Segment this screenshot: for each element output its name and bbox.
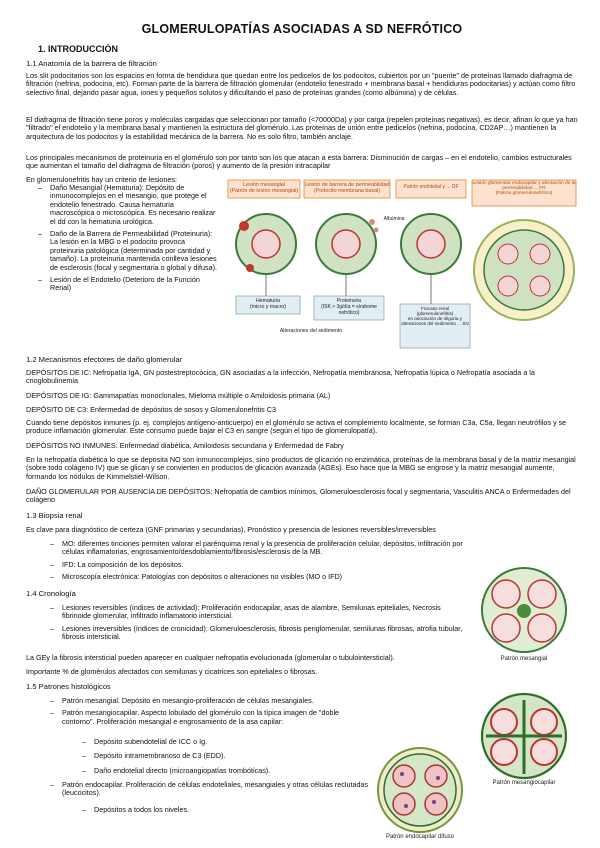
paragraph-diabetica: En la nefropatía diabética lo que se deposita NO son inmunocomplejos, sino productos de glicación no enzimática, proteínas de la membrana basal y de la matriz mesangial (sobre todo colágeno IV) que se glican y se convierten en productos de glicación avanzada (AGEs). Eso hace que la MBG se engrose y la matriz mesangial aumente, formando los nódulos de Kimmelstiel-Wilson.: [26, 455, 576, 481]
paragraph-slit: Los slit podocitarios son los espacios en forma de hendidura que quedan entre los pedicelos de los podocitos, cubiertos por un "puente" de proteínas llamado diafragma de filtración (nefrina, podocina, etc). Forman parte de la barrera de filtración glomerular (endotelio fenestrado + membrana basal + hendiduras podocitarias) y actúan como filtro selectivo final, dejando pasar agua, iones y pequeños solutos y dificultando el paso de proteínas grandes (como albúmina) y de células.: [26, 71, 576, 97]
section-heading-introduccion: 1. INTRODUCCIÓN: [38, 44, 119, 54]
caption-patron-endocapilar: Patrón endocapilar difuso: [385, 834, 455, 840]
label-patron-endotelial: Patrón endotelial y ... DF: [403, 184, 459, 190]
label-hematuria: Hematuria (micro y macro): [249, 298, 287, 310]
subsection-biopsia: 1.3 Biopsia renal: [26, 511, 83, 520]
paragraph-mecanismos: Los principales mecanismos de proteinuria en el glomérulo son por tanto son los que atacan a esta barrera: Disminución de cargas – en el endotelio, cambios estructurales que aumentan el tamaño del diafragma de filtración (poros) y aumento de la presión intracapilar: [26, 153, 572, 171]
mc-subendotelial: – Depósito subendotelial de ICC o Ig.: [94, 738, 370, 746]
lesion-mesangial: – Daño Mesangial (Hematuria): Depósito de inmunocomplejos en el mesangio, que protege el endotelio fenestrado. Causa hematuria macroscópica o microscópica. Es necesario realizar el dd con la hematuria urológica.: [50, 184, 220, 226]
mc-intramembranoso: – Depósito intramembranoso de C3 (EDD).: [94, 752, 370, 760]
patrones-list: [62, 697, 370, 726]
glomerulus-3: [401, 214, 461, 274]
glomerular-lesion-figure: [226, 178, 578, 358]
paragraph-biopsia: Es clave para diagnóstico de certeza (GNF primarias y secundarias), Pronóstico y presencia de lesiones reversibles/irreversibles: [26, 525, 436, 534]
patron-mesangiocapilar-figure: [472, 692, 576, 792]
document-title: GLOMERULOPATÍAS ASOCIADAS A SD NEFRÓTICO: [141, 22, 463, 36]
label-lesion-barrera: Lesión de barrera de permeabilidad (Podocito membrana basal): [304, 182, 390, 194]
mc-endotelial: – Daño endotelial directo (microangiopatías trombóticas).: [94, 767, 370, 775]
deposito-c3: DEPÓSITO DE C3: Enfermedad de depósitos de sosos y Glomerulonefritis C3: [26, 405, 276, 414]
patron-mesangiocapilar-illustration: [472, 692, 576, 780]
patron-mesangial: – Patrón mesangial. Depósito en mesangio-proliferación de células mesangiales.: [62, 697, 370, 705]
biopsia-me: – Microscopía electrónica: Patologías con depósitos o alteraciones no visibles (MO o IFD): [62, 573, 466, 581]
label-lesion-mesangial: Lesión mesangial (Patrón de lesión mesangial): [229, 182, 299, 194]
patron-endocapilar: – Patrón endocapilar. Proliferación de células endoteliales, mesangiales y otras células reclutadas (leucocitos).: [62, 781, 370, 798]
patron-endocapilar-figure: [372, 746, 468, 846]
caption-patron-mesangiocapilar: Patrón mesangiocapilar: [492, 780, 556, 786]
cronologia-list: [62, 604, 466, 642]
label-albumina: Albúmina: [383, 216, 405, 222]
glomerulus-4: [474, 220, 574, 320]
endo-depositos: – Depósitos a todos los niveles.: [94, 806, 370, 814]
patron-mesangiocapilar: – Patrón mesangiocapilar. Aspecto lobulado del glomérulo con la típica imagen de "doble contorno". Proliferación mesangial e engrosamiento de la asa capilar:: [62, 709, 370, 726]
patron-mesangial-illustration: [472, 566, 576, 656]
subsection-mecanismos: 1.2 Mecanismos efectores de daño glomerular: [26, 355, 183, 364]
biopsia-mo: – MO: diferentes tinciones permiten valorar el parénquima renal y la presencia de proliferación celular, depósitos, infiltración por células inflamatorias, engrosamiento/desdoblamiento/fibrosis/esclerosis de la MB.: [62, 540, 466, 557]
lesion-list: [50, 184, 220, 293]
subsection-cronologia: 1.4 Cronología: [26, 589, 76, 598]
glomerulus-1: [236, 214, 296, 274]
label-proteinuria: Proteinuria (ISK > 3g/día = síndrome nefrótico): [321, 298, 377, 316]
dano-sin-depositos: DAÑO GLOMERULAR POR AUSENCIA DE DEPÓSITOS: Nefropatía de cambios mínimos, Glomeruloesclerosis focal y segmentaria, Vasculitis ANCA o Enfermedades del colágeno: [26, 487, 571, 505]
biopsia-list: [62, 540, 466, 582]
patron-mesangial-figure: [472, 566, 576, 666]
lesiones-irreversibles: – Lesiones irreversibles (índices de cronicidad): Glomeruloesclerosis, fibrosis periglomerular, semilunas fibrosas, atrofia tubular, fibrosis intersticial.: [62, 625, 466, 642]
paragraph-complemento: Cuando tiene depósitos inmunes (p. ej. complejos antígeno-anticuerpo) en el glomérulo se activa el complemento localmente, se forman C3a, C5a, llegan neutrófilos y se produce inflamación glomerular. Este consumo puede bajar el C3 en sangre (según el tipo de glomerulopatía).: [26, 418, 567, 436]
label-sedimento: Alteraciones del sedimento: [279, 328, 343, 334]
lesion-endotelio: – Lesión de el Endotelio (Deterioro de la Función Renal): [50, 276, 220, 293]
patron-endocapilar-illustration: [372, 746, 468, 834]
label-patron-glomerulonefritico: Lesión glomerular endocapilar y afectación de la permeabilidad ... FR (Patrón glomerulonefrítico): [472, 181, 576, 196]
endocapilar-sublist: [94, 806, 370, 814]
depositos-ig: DEPÓSITOS DE IG: Gammapatías monoclonales, Mieloma múltiple o Amiloidosis primaria (AL): [26, 391, 331, 400]
mesangiocapilar-sublist: [94, 738, 370, 775]
depositos-ic: DEPÓSITOS DE IC: Nefropatía IgA, GN postestreptocócica, GN asociadas a la infección, Nefropatía membranosa, Nefropatía lúpica o Nefropatía asociada a la crioglobulinemia: [26, 368, 535, 386]
paragraph-criterio: En glomerulonefritis hay un criterio de lesiones:: [26, 175, 178, 184]
label-fracaso-renal: Fracaso renal (glomerulonefritis) en asociación de oliguria y alteraciones del sedimento ... SN: [401, 306, 469, 326]
document-page: [26, 0, 578, 848]
caption-patron-mesangial: Patrón mesangial: [500, 656, 548, 662]
glomerulus-2: [316, 214, 379, 274]
lesiones-reversibles: – Lesiones reversibles (índices de actividad): Proliferación endocapilar, asas de alambre, Semilunas epiteliales, Necrosis fibrinoide glomerular, infiltrado inflamatorio intersticial.: [62, 604, 466, 621]
subsection-patrones: 1.5 Patrones histológicos: [26, 682, 111, 691]
biopsia-ifd: – IFD: La composición de los depósitos.: [62, 561, 466, 569]
paragraph-diafragma: El diafragma de filtración tiene poros y moléculas cargadas que seleccionan por tamaño (<70000Da) y por carga (repelen proteínas negativas), es decir, afinan lo que ya han "filtrado" el endotelio y la membrana basal y mantienen la estructura del glomérulo. Las proteínas de unión entre pedicelos (nefrina, podocina, CD2AP…) mantienen la arquitectura de los podocitos y la estabilidad mecánica de la barrera. No es solo filtro, también anclaje.: [26, 115, 578, 141]
paragraph-fibrosis: La GEy la fibrosis intersticial pueden aparecer en cualquier nefropatía evolucionada (glomerular o tubulointersticial).: [26, 653, 395, 662]
subsection-anatomia: 1.1 Anatomía de la barrera de filtración: [26, 59, 157, 68]
paragraph-importante: Importante % de glomérulos afectados con semilunas y cicatrices son epiteliales o fibrosas.: [26, 667, 318, 676]
lesion-barrera: – Daño de la Barrera de Permeabilidad (Proteinuria): La lesión en la MBG o el podocito provoca proteinuria patológica (determinada por cantidad y tamaño). La proteinuria mantenida conlleva lesiones de esclerosis (focal y segmentaria o global y difusa).: [50, 230, 220, 272]
endocapilar-list: [62, 781, 370, 798]
depositos-no-inmunes: DEPÓSITOS NO INMUNES: Enfermedad diabética, Amiloidosis secundaria y Enfermedad de Fabry: [26, 441, 344, 450]
